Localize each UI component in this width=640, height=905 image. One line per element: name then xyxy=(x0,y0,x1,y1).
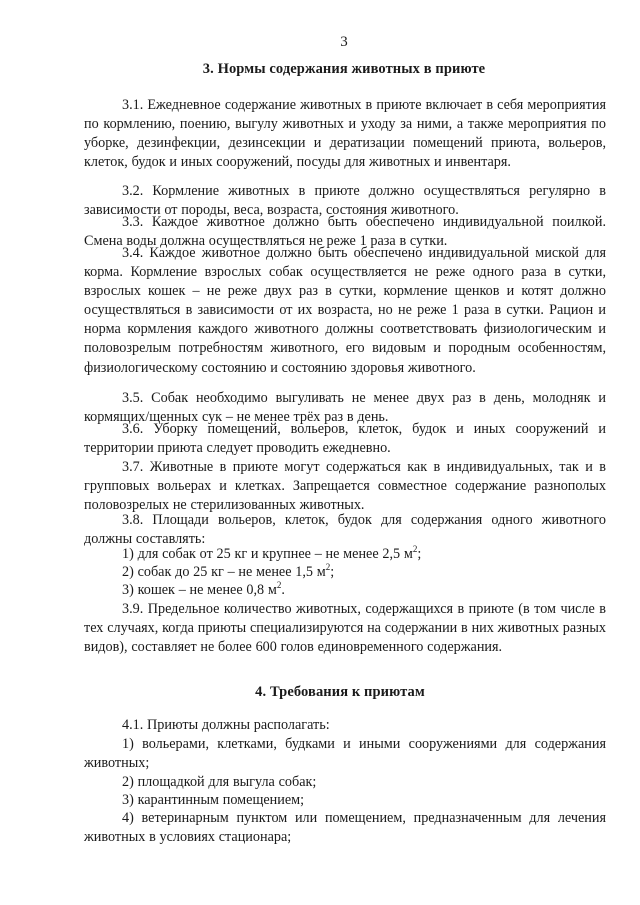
paragraph-3-8: 3.8. Площади вольеров, клеток, будок для содержания одного животного должны составлять: xyxy=(84,512,606,548)
paragraph-4-1: 4.1. Приюты должны располагать: xyxy=(122,717,330,733)
list-item-3-8-1 xyxy=(84,545,606,564)
paragraph-3-6: 3.6. Уборку помещений, вольеров, клеток, будок и иных сооружений и территории приюта следует проводить ежедневно. xyxy=(84,421,606,457)
superscript: 2 xyxy=(412,544,418,554)
paragraph-3-7: 3.7. Животные в приюте могут содержаться как в индивидуальных, так и в групповых вольерах и клетках. Запрещается совместное содержание разнополых половозрелых не стерилизованных животных. xyxy=(84,459,606,514)
list-item-4-1-1: 1) вольерами, клетками, будками и иными сооружениями для содержания животных; xyxy=(84,736,606,772)
list-item-tail: ; xyxy=(417,546,422,562)
section-4-heading: 4. Требования к приютам xyxy=(255,684,425,700)
paragraph-3-3: 3.3. Каждое животное должно быть обеспечено индивидуальной поилкой. Смена воды должна осуществляться не реже 1 раза в сутки. xyxy=(84,214,606,250)
paragraph-3-1: 3.1. Ежедневное содержание животных в приюте включает в себя мероприятия по кормлению, поению, выгулу животных и уходу за ними, а также мероприятия по уборке, дезинфекции, дезинсекции и дератизации помещений приюта, вольеров, клеток, будок и иных сооружений, посуды для животных и инвентаря. xyxy=(84,97,606,171)
list-item-3-8-2 xyxy=(84,563,606,582)
list-item-4-1-2: 2) площадкой для выгула собак; xyxy=(122,774,317,790)
list-item-text: 2) собак до 25 кг – не менее 1,5 м xyxy=(122,564,326,580)
list-item-4-1-3: 3) карантинным помещением; xyxy=(122,792,305,808)
section-3-heading: 3. Нормы содержания животных в приюте xyxy=(202,61,486,77)
list-item-4-1-4: 4) ветеринарным пунктом или помещением, предназначенным для лечения животных в условиях стационара; xyxy=(84,810,606,846)
page-number: 3 xyxy=(340,34,348,50)
paragraph-3-5: 3.5. Собак необходимо выгуливать не менее двух раз в день, молодняк и кормящих/щенных сук – не менее трёх раз в день. xyxy=(84,390,606,426)
paragraph-3-2: 3.2. Кормление животных в приюте должно осуществляться регулярно в зависимости от породы, веса, возраста, состояния животного. xyxy=(84,183,606,219)
paragraph-3-9: 3.9. Предельное количество животных, содержащихся в приюте (в том числе в тех случаях, когда приюты специализируются на содержании в них животных разных видов), составляет не более 600 голов единовременного содержания. xyxy=(84,601,606,656)
paragraph-3-4: 3.4. Каждое животное должно быть обеспечено индивидуальной миской для корма. Кормление взрослых собак осуществляется не реже одного раза в сутки, взрослых кошек – не реже двух раз в сутки, кормление щенков и котят должно осуществляться в зависимости от их возраста, но не реже 1 раза в сутки. Рацион и норма кормления каждого животного должны соответствовать физиологическим и половозрелым потребностям животного, его видовым и породным особенностям, физиологическому состоянию и состоянию здоровья животного. xyxy=(84,245,606,376)
list-item-text: 1) для собак от 25 кг и крупнее – не менее 2,5 м xyxy=(122,546,413,562)
superscript: 2 xyxy=(325,562,331,572)
list-item-3-8-3 xyxy=(84,581,606,600)
list-item-text: 3) кошек – не менее 0,8 м xyxy=(122,582,277,598)
list-item-tail: ; xyxy=(330,564,335,580)
list-item-tail: . xyxy=(281,582,285,598)
superscript: 2 xyxy=(276,580,282,590)
